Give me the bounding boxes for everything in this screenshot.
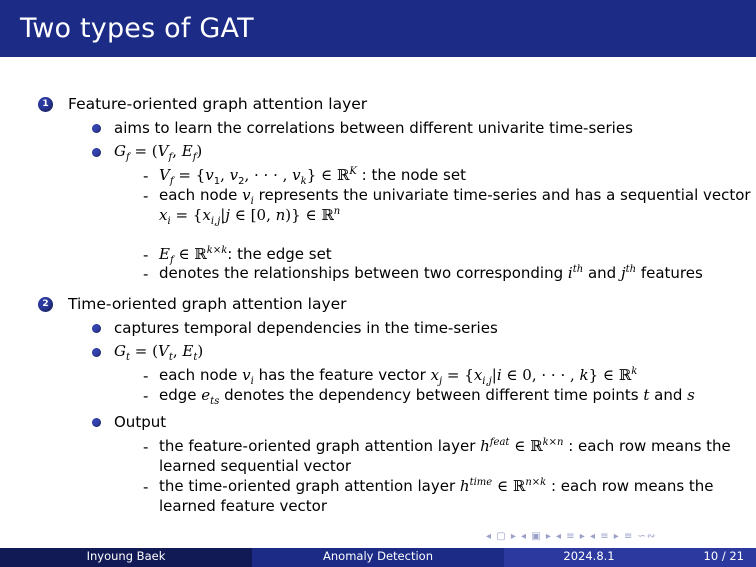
output-item-1-line-1: the feature-oriented graph attention layer $h^{feat}$ ∈ ℝ$^{k\times n}$ : each row means the bbox=[159, 437, 731, 455]
output-item-1-line-2: learned sequential vector bbox=[159, 457, 352, 475]
dash: - bbox=[143, 167, 149, 185]
footer-author: Inyoung Baek bbox=[0, 548, 252, 567]
bullet-icon bbox=[92, 148, 101, 157]
section-2-bullet-2: $G_t = (V_t$, $E_t$) bbox=[114, 342, 204, 363]
section-2-bullet-1: captures temporal dependencies in the time-series bbox=[114, 319, 498, 337]
dash: - bbox=[143, 187, 149, 205]
section-1-item-1: $V_f = \{v_1$, $v_2$, · · · , $v_k$} ∈ ℝ$^K$ : the node set bbox=[159, 166, 466, 187]
section-2-item-2: edge $e_{ts}$ denotes the dependency between different time points t and s bbox=[159, 386, 695, 407]
section-2-item-1: each node $v_i$ has the feature vector $x_j = \{x_{i,j}|i$ ∈ 0, · · · , k} ∈ ℝ$^k$ bbox=[159, 366, 638, 387]
title-bar bbox=[0, 0, 756, 57]
section-1-item-4: $E_f$ ∈ ℝ$^{k\times k}$: the edge set bbox=[159, 245, 332, 266]
dash: - bbox=[143, 478, 149, 496]
section-heading-1: Feature-oriented graph attention layer bbox=[68, 95, 368, 113]
footer bbox=[0, 548, 756, 567]
section-heading-2: Time-oriented graph attention layer bbox=[68, 295, 347, 313]
output-item-2-line-1: the time-oriented graph attention layer $h^{time}$ ∈ ℝ$^{n\times k}$ : each row means the bbox=[159, 477, 714, 495]
dash: - bbox=[143, 387, 149, 405]
bullet-icon bbox=[92, 418, 101, 427]
bullet-icon bbox=[92, 124, 101, 133]
dash: - bbox=[143, 246, 149, 264]
dash: - bbox=[143, 438, 149, 456]
footer-topic: Anomaly Detection bbox=[252, 548, 504, 567]
section-1-item-2: each node $v_i$ represents the univariate time-series and has a sequential vector bbox=[159, 186, 751, 207]
section-2-bullet-3: Output bbox=[114, 413, 167, 431]
dash: - bbox=[143, 367, 149, 385]
section-1-bullet-2: $G_f = (V_f$, $E_f$) bbox=[114, 142, 203, 163]
section-1-item-5: denotes the relationships between two corresponding $i^{th}$ and $j^{th}$ features bbox=[159, 264, 703, 282]
section-1-item-3: $x_i = \{x_{i,j}|j$ ∈ [0, n)} ∈ ℝ$^n$ bbox=[159, 206, 341, 227]
section-1-bullet-1: aims to learn the correlations between different univarite time-series bbox=[114, 119, 633, 137]
bullet-icon bbox=[92, 348, 101, 357]
section-number-1: 1 bbox=[38, 97, 53, 112]
beamer-navigation-icons[interactable]: ◂ ▢ ▸ ◂ ▣ ▸ ◂ ≡ ▸ ◂ ≡ ▸ ≡ ∽∾ bbox=[486, 531, 657, 542]
section-number-2: 2 bbox=[38, 297, 53, 312]
footer-page-number: 10 / 21 bbox=[674, 548, 756, 567]
bullet-icon bbox=[92, 324, 101, 333]
footer-date: 2024.8.1 bbox=[504, 548, 674, 567]
slide-title: Two types of GAT bbox=[20, 13, 254, 44]
dash: - bbox=[143, 265, 149, 283]
output-item-2-line-2: learned feature vector bbox=[159, 497, 328, 515]
